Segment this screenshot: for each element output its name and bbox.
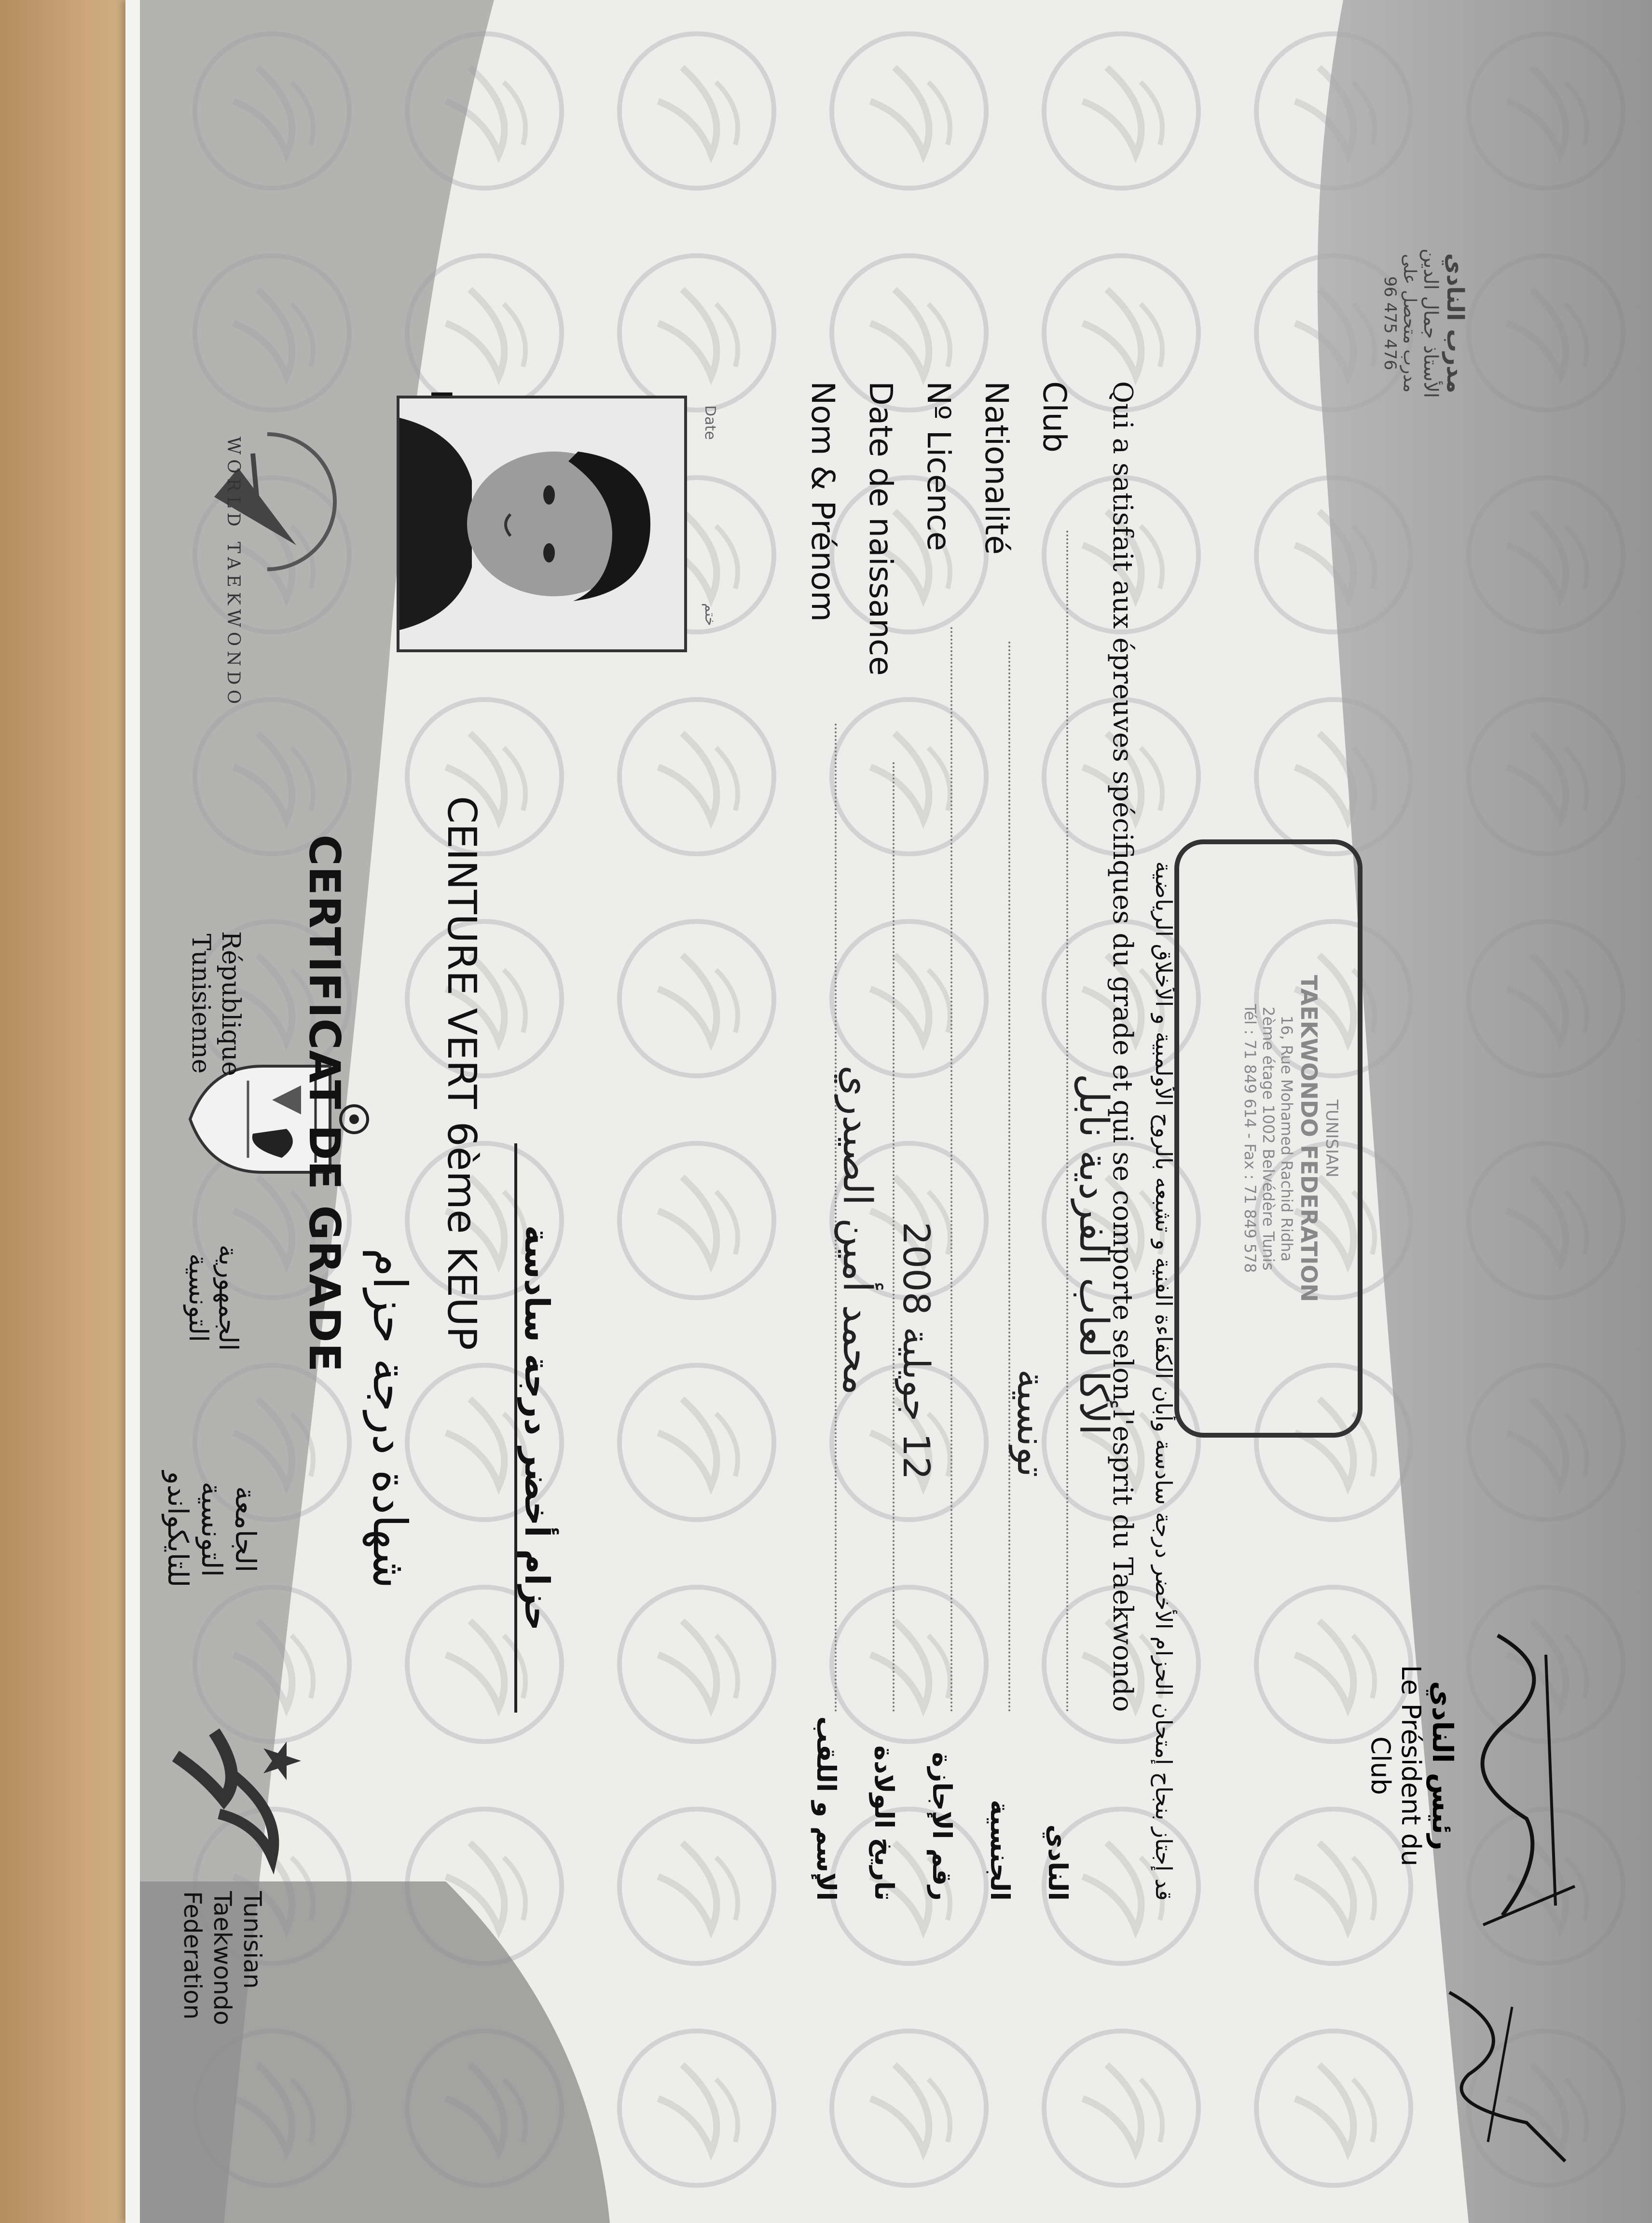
- republic-fr: République Tunisienne: [186, 931, 245, 1076]
- field-label-licence: Nº Licence: [920, 381, 957, 551]
- field-label-name-ar: الإسم و اللقب: [811, 1716, 841, 1901]
- federation-logo: [166, 1703, 340, 1877]
- world-taekwondo-logo-text: WORLD TAEKWONDO: [223, 437, 243, 709]
- signature-scribble: [1430, 1978, 1584, 2181]
- statement-fr: Qui a satisfait aux épreuves spécifiques du grade et qui se comporte selon l'esprit du Taekwondo: [1107, 381, 1138, 1712]
- field-value-nationality: تونسية: [1009, 1369, 1054, 1478]
- field-label-club-ar: النادي: [1043, 1824, 1073, 1901]
- field-label-licence-ar: رقم الإجازة: [927, 1752, 957, 1901]
- field-label-birthdate: Date de naissance: [862, 381, 899, 676]
- world-taekwondo-logo: [166, 400, 369, 603]
- photo-portrait: [399, 398, 684, 649]
- statement-ar: قد إجتاز بنجاح إمتحان الحزام الأخضر درجة سادسة وأبان الكفاءة الفنية و تشبعه بالروح الأولمبية و الأخلاق الرياضية: [1151, 861, 1177, 1901]
- field-value-name: محمد أمين الصيدري: [834, 1065, 880, 1395]
- certificate-title-ar: شهادة درجة حزام: [363, 1248, 417, 1589]
- field-line-club: [1066, 531, 1068, 1713]
- club-coach-stamp: مدرب النادي الأستاذ جمال الدين مدرب متحصل على 96 475 476: [1380, 248, 1469, 398]
- holder-photo: [397, 396, 687, 652]
- field-value-club: الأكا لعاب الفردية نابل: [1071, 1073, 1116, 1435]
- field-label-nationality: Nationalité: [978, 381, 1015, 555]
- grade-fr: CEINTURE VERT 6ème KEUP: [439, 796, 484, 1350]
- president-signature: [1459, 1616, 1604, 1954]
- grade-ar: حزام أخضر درجة سادسة: [514, 1143, 557, 1713]
- field-line-licence: [950, 627, 952, 1713]
- republic-ar: الجمهورية التونسية: [183, 1244, 244, 1351]
- federation-name-ar: الجامعة التونسية للتايكواندو: [162, 1471, 262, 1588]
- president-block: رئيس النادي Le Président du Club: [1365, 1665, 1459, 1866]
- federation-name-en: Tunisian Taekwondo Federation: [179, 1891, 266, 2026]
- field-label-birthdate-ar: تاريخ الولادة: [869, 1745, 899, 1901]
- photo-caption-stamp: ختم: [702, 603, 718, 626]
- field-label-nationality-ar: الجنسية: [985, 1799, 1015, 1901]
- certificate-title-fr: CERTIFICAT DE GRADE: [300, 835, 349, 1372]
- certificate-document: [140, 0, 1652, 2223]
- field-value-birthdate: 12 جويلية 2008: [895, 1221, 938, 1480]
- photo-caption-date: Date: [702, 405, 718, 440]
- field-line-birthdate: [893, 762, 895, 1713]
- federation-stamp: TUNISIAN TAEKWONDO FEDERATION 16, Rue Mohamed Rachid Ridha 2ème étage 1002 Belvédère Tunis Tél : 71 849 614 - Fax : 71 849 578: [1174, 839, 1363, 1438]
- field-label-name: Nom & Prénom: [804, 381, 841, 622]
- field-label-club: Club: [1036, 381, 1073, 453]
- certificate-landscape: [140, 0, 1652, 2223]
